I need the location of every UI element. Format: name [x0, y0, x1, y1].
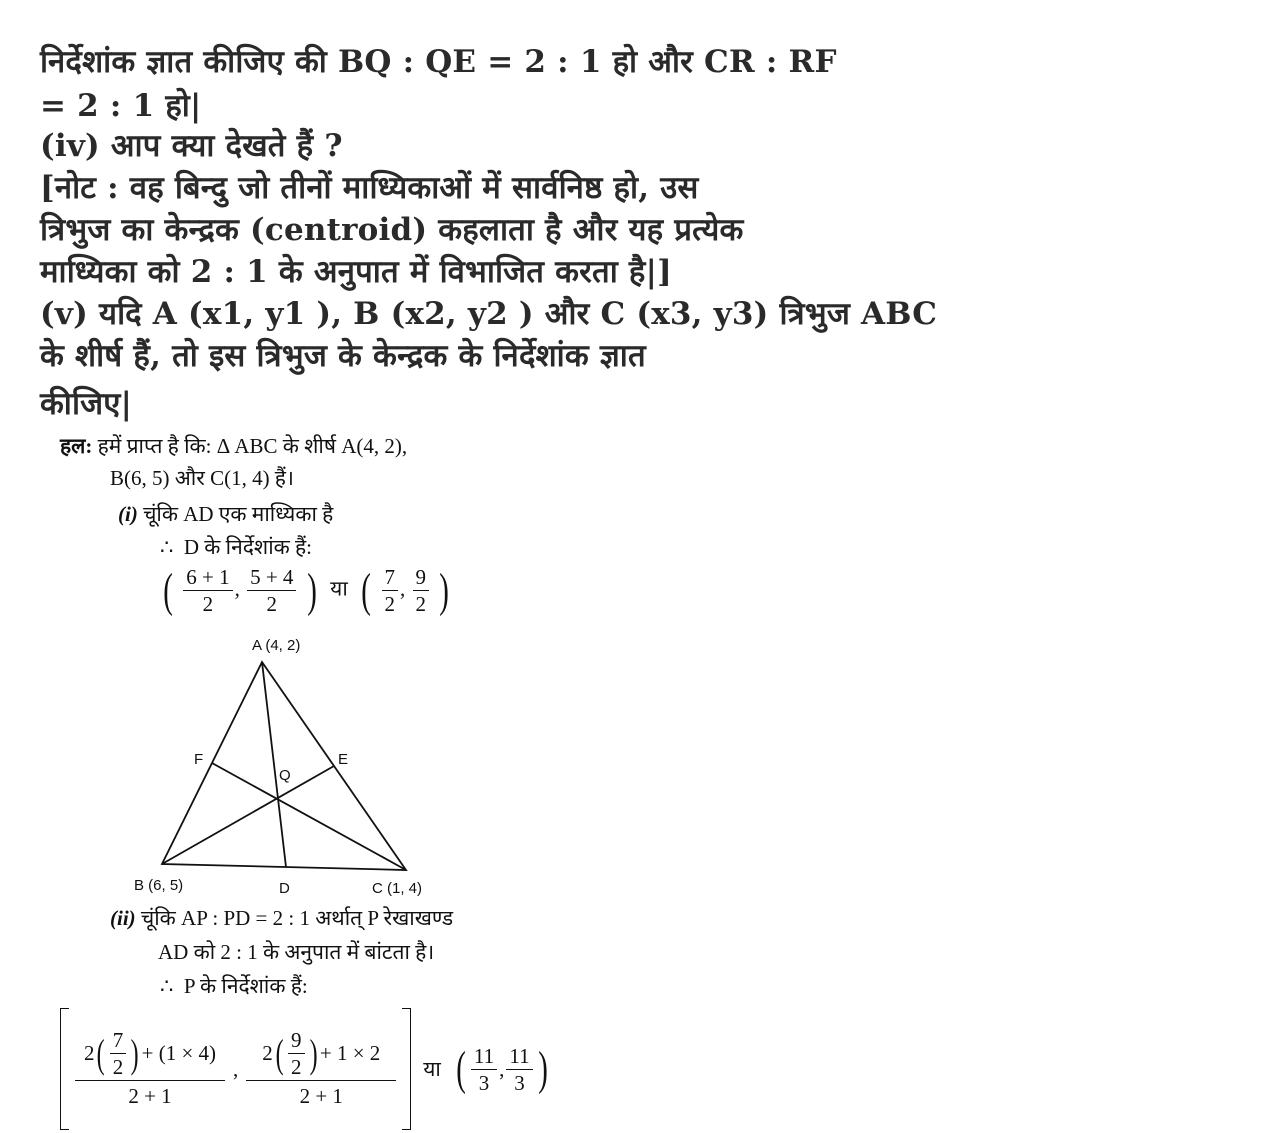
- coefficient: 2: [262, 1041, 273, 1065]
- fraction: [413, 564, 430, 617]
- question-line-3: (iv) आप क्या देखते हैं ?: [40, 128, 343, 164]
- denominator: 2: [266, 592, 277, 616]
- therefore-symbol: ∴: [160, 535, 174, 559]
- ya-word: या: [330, 576, 348, 601]
- fraction: [247, 564, 296, 617]
- numerator: 11: [471, 1043, 497, 1070]
- right-paren: ): [537, 1042, 548, 1095]
- part-ii-line-2: AD को 2 : 1 के अनुपात में बांटता है।: [158, 940, 435, 964]
- d-coords-heading: [160, 533, 312, 561]
- right-paren: ): [306, 563, 317, 617]
- fraction: [183, 564, 232, 617]
- denominator: 2: [291, 1055, 302, 1079]
- numerator: [260, 1027, 382, 1080]
- label-b: B (6, 5): [134, 877, 184, 894]
- p-expression: 2 ( $\frac{7}{2}$ ) + (1 × 4) 2 + 1 , 2 ( $\frac{9}{2}$ ) + 1 × 2 2 + 1 या ( $\frac{11}{3}$ , $\frac{11}{3}$ ): [60, 1008, 551, 1130]
- right-paren: ): [439, 563, 450, 617]
- p-coords-heading: [160, 972, 308, 1000]
- part-ii-label: (ii): [110, 906, 136, 930]
- numerator: 7: [110, 1027, 127, 1054]
- question-line-5: त्रिभुज का केन्द्रक (centroid) कहलाता है और यह प्रत्येक: [40, 212, 744, 248]
- right-paren: ): [130, 1030, 139, 1076]
- part-i: [118, 500, 333, 528]
- label-d: D: [279, 880, 290, 897]
- d-coords-text: D के निर्देशांक हैं:: [183, 535, 312, 559]
- right-paren: ): [309, 1030, 318, 1076]
- part-ii: [110, 904, 453, 932]
- solution-label: हल:: [60, 434, 93, 458]
- comma: ,: [233, 1056, 239, 1081]
- median-cf: [212, 763, 406, 870]
- numerator: 11: [506, 1043, 532, 1070]
- denominator: 2 + 1: [299, 1084, 343, 1108]
- solution-intro: [60, 432, 407, 460]
- triangle-figure: [120, 630, 460, 905]
- left-bracket: [60, 1008, 69, 1130]
- numerator: 7: [382, 564, 399, 591]
- solution-intro-text: हमें प्राप्त है कि: Δ ABC के शीर्ष A(4, 2),: [97, 434, 408, 458]
- denominator: 2: [415, 592, 427, 616]
- question-line-7: (v) यदि A (x1, y1 ), B (x2, y2 ) और C (x3, y3) त्रिभुज ABC: [40, 296, 938, 332]
- numerator: 9: [288, 1027, 305, 1054]
- denominator: 2 + 1: [128, 1084, 172, 1108]
- fraction: [246, 1027, 396, 1111]
- fraction: [471, 1043, 497, 1096]
- denominator: 2: [384, 592, 396, 616]
- coefficient: 2: [83, 1041, 95, 1065]
- question-line-6: माध्यिका को 2 : 1 के अनुपात में विभाजित करता है|]: [40, 254, 672, 290]
- denominator: 3: [478, 1070, 490, 1095]
- label-f: F: [194, 751, 204, 768]
- question-line-8: के शीर्ष हैं, तो इस त्रिभुज के केन्द्रक के निर्देशांक ज्ञात: [40, 338, 646, 374]
- numerator: [82, 1027, 218, 1080]
- numerator: 6 + 1: [183, 564, 232, 591]
- label-e: E: [338, 751, 349, 768]
- question-line-4: [नोट : वह बिन्दु जो तीनों माध्यिकाओं में सार्वनिष्ठ हो, उस: [40, 170, 699, 206]
- left-paren: (: [361, 563, 372, 617]
- term: + 1 × 2: [319, 1041, 381, 1065]
- term: + (1 × 4): [141, 1041, 217, 1065]
- right-bracket: [402, 1008, 411, 1130]
- question-line-2: = 2 : 1 हो|: [40, 88, 202, 124]
- part-i-text: चूंकि AD एक माध्यिका है: [143, 502, 334, 526]
- fraction: [75, 1027, 225, 1111]
- left-paren: (: [275, 1030, 284, 1076]
- question-line-9: कीजिए|: [40, 386, 133, 422]
- p-coords-text: P के निर्देशांक हैं:: [183, 974, 308, 998]
- fraction: [506, 1043, 532, 1096]
- solution-intro-line-2: B(6, 5) और C(1, 4) हैं।: [110, 466, 294, 490]
- denominator: 2: [202, 592, 214, 616]
- d-expression: ( $\frac{6 + 1}{2}$ , $\frac{5 + 4}{2}$ ) या ( $\frac{7}{2}$ , $\frac{9}{2}$ ): [163, 563, 450, 617]
- ya-word: या: [423, 1057, 441, 1081]
- fraction: [110, 1027, 127, 1080]
- label-q: Q: [279, 767, 291, 784]
- therefore-symbol: ∴: [160, 974, 174, 998]
- left-paren: (: [97, 1030, 106, 1076]
- label-c: C (1, 4): [372, 880, 423, 897]
- denominator: 3: [514, 1070, 525, 1095]
- question-line-1: निर्देशांक ज्ञात कीजिए की BQ : QE = 2 : 1 हो और CR : RF: [40, 44, 837, 80]
- numerator: 9: [413, 564, 430, 591]
- numerator: 5 + 4: [247, 564, 296, 591]
- denominator: 2: [112, 1055, 124, 1079]
- fraction: [288, 1027, 305, 1080]
- median-be: [162, 766, 334, 864]
- fraction: [382, 564, 399, 617]
- left-paren: (: [163, 563, 173, 617]
- left-paren: (: [456, 1042, 466, 1095]
- part-ii-text: चूंकि AP : PD = 2 : 1 अर्थात् P रेखाखण्ड: [140, 906, 454, 930]
- part-i-label: (i): [118, 502, 138, 526]
- label-a: A (4, 2): [252, 637, 301, 654]
